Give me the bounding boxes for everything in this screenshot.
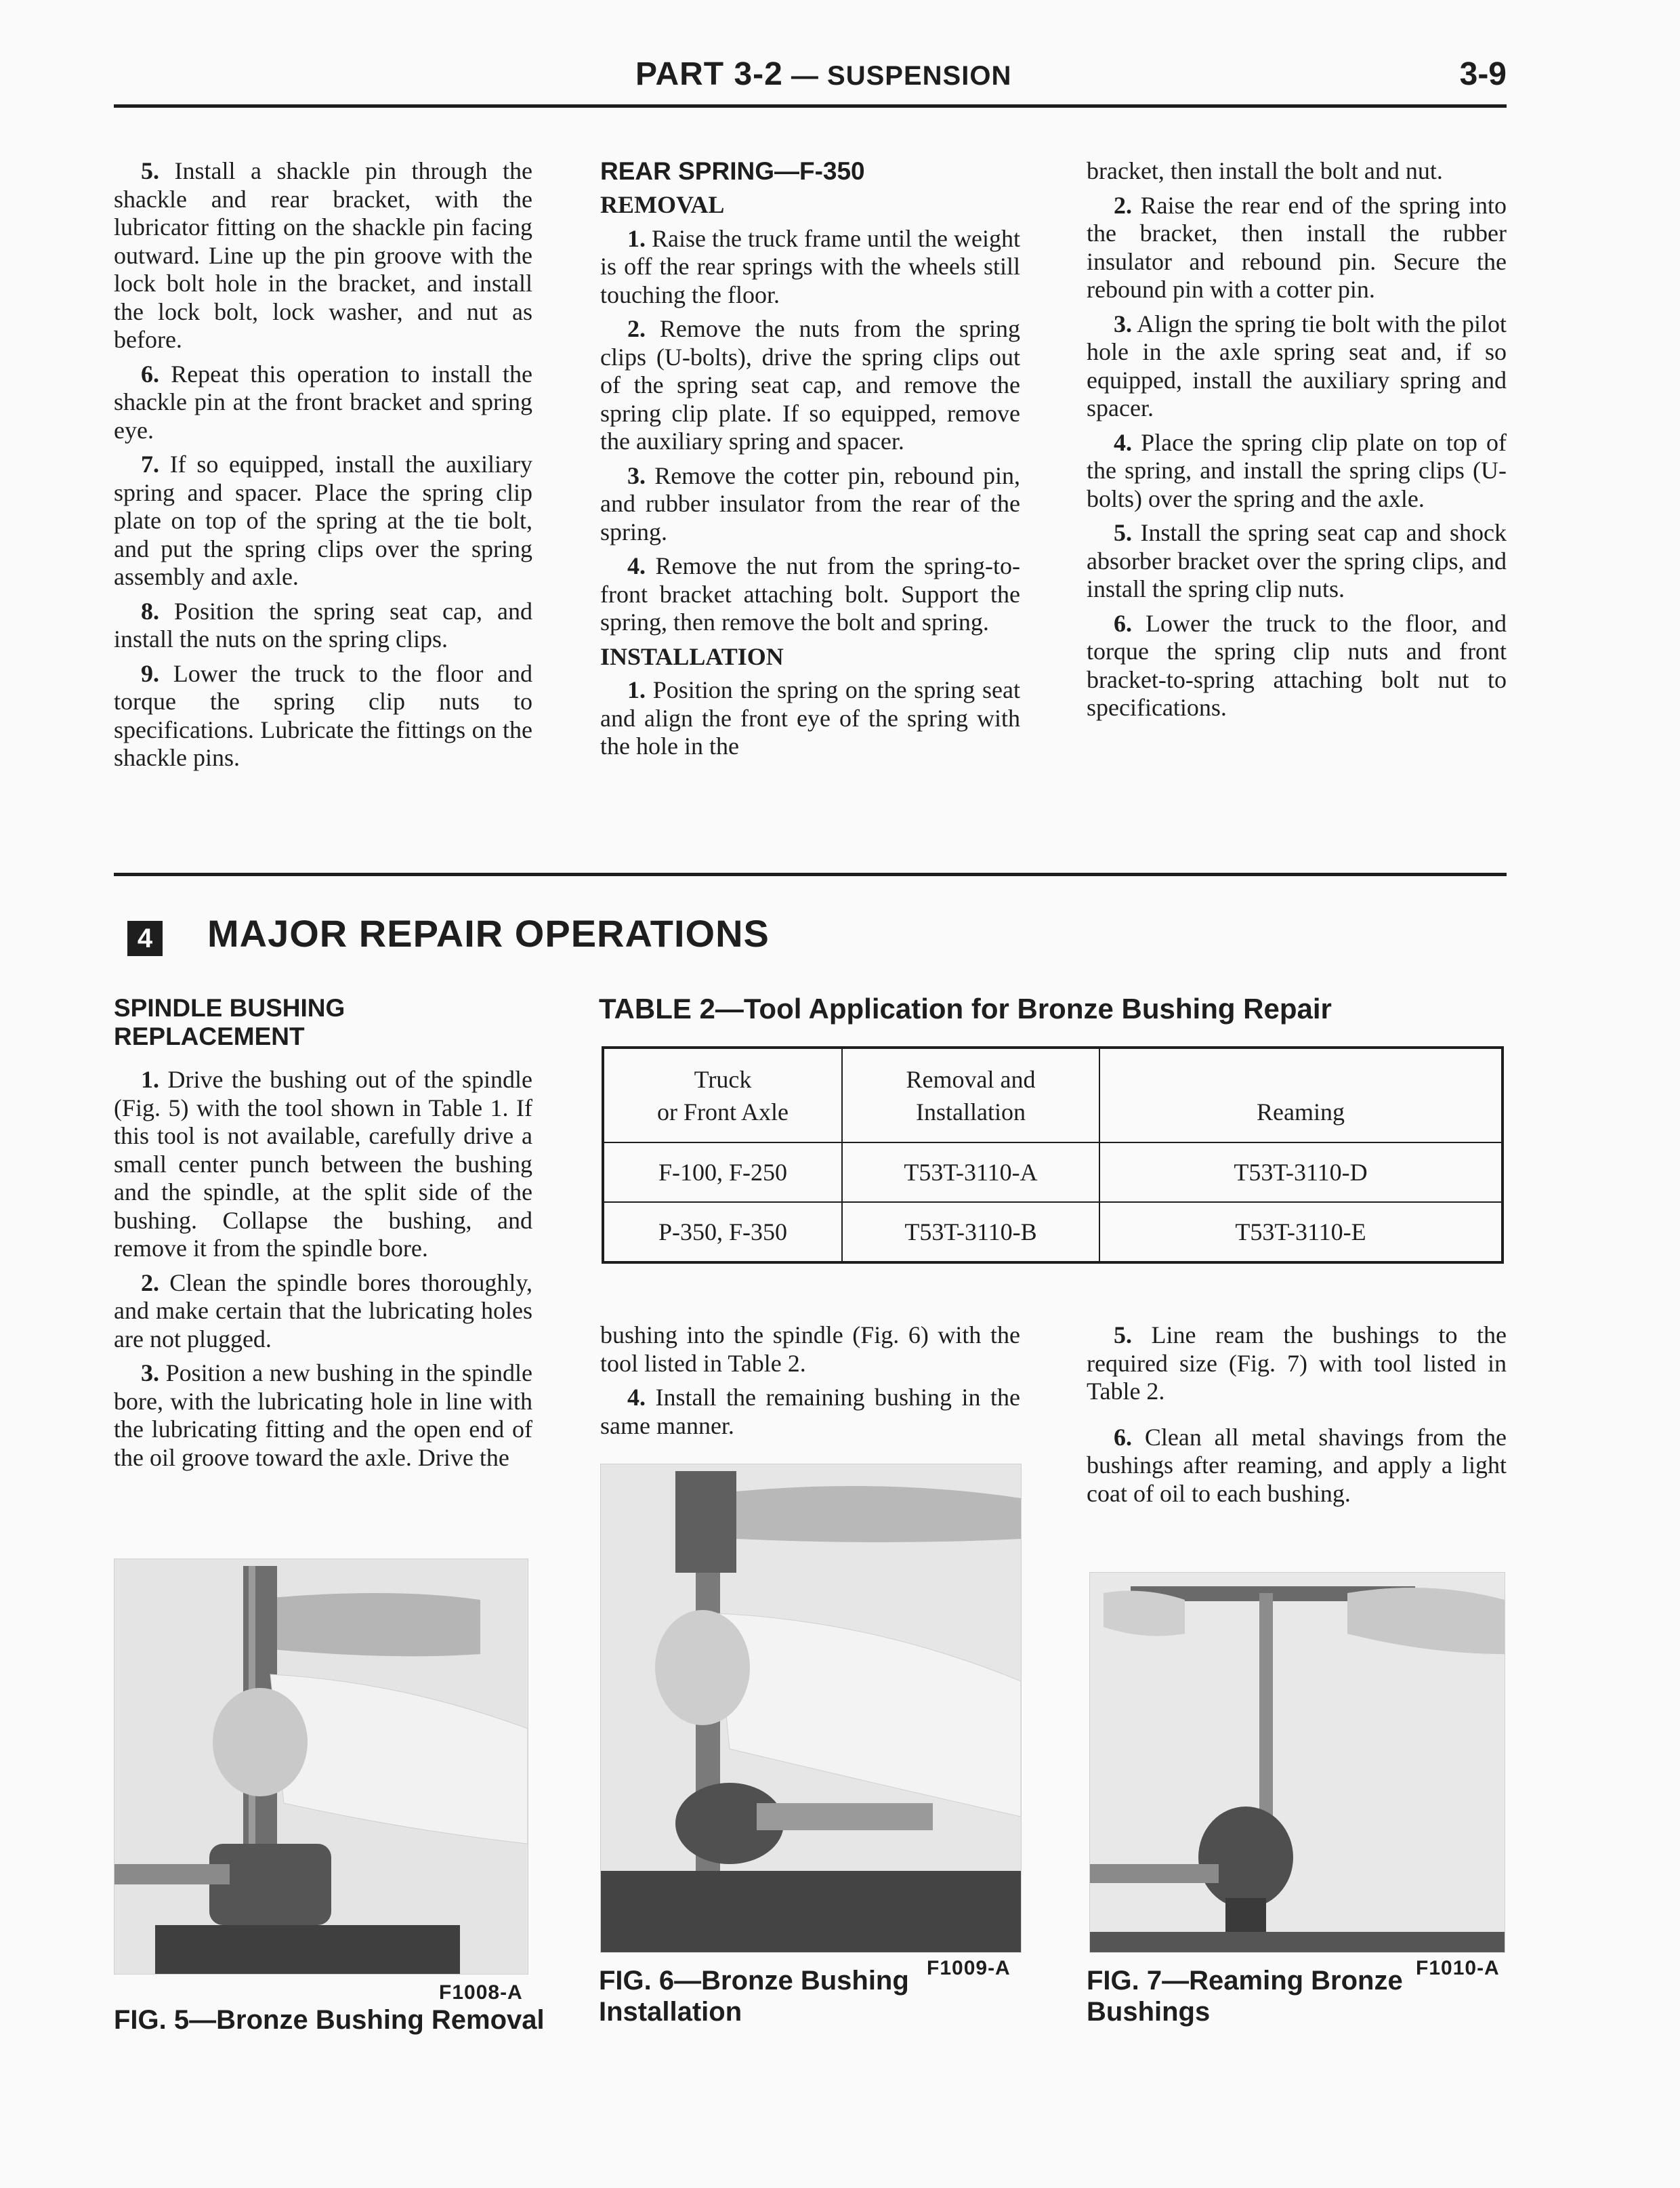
page-header [114, 56, 1507, 108]
running-head [635, 56, 1011, 93]
figure-6-photo [600, 1464, 1022, 1953]
paragraph: 9. Lower the truck to the floor and torque the spring clip nuts to specifications. Lubricate the fittings on the shackle pins. [114, 659, 533, 771]
figure-6-code: F1009-A [927, 1957, 1011, 1979]
paragraph: 4. Place the spring clip plate on top of the spring, and install the spring clips (U-bolts) over the spring and the axle. [1087, 428, 1507, 512]
bushing-installation-illustration [601, 1464, 1021, 1952]
rear-spring-heading: REAR SPRING—F-350 [600, 157, 865, 185]
reaming-illustration [1090, 1573, 1505, 1952]
paragraph: 5. Line ream the bushings to the required size (Fig. 7) with tool listed in Table 2. [1087, 1321, 1507, 1405]
removal-heading: REMOVAL [600, 191, 725, 218]
column-1 [114, 157, 532, 779]
installation-heading: INSTALLATION [600, 642, 784, 670]
figure-5-code: F1008-A [439, 1981, 523, 2004]
bushing-removal-illustration [114, 1559, 528, 1974]
section-title: MAJOR REPAIR OPERATIONS [207, 912, 770, 955]
table-cell: F-100, F-250 [603, 1142, 842, 1202]
column-2 [600, 157, 1020, 767]
figure-5-caption: FIG. 5—Bronze Bushing Removal [114, 2005, 545, 2035]
paragraph: 2. Remove the nuts from the spring clips (U-bolts), drive the spring clips out of the spring seat cap, and remove the spring clip plate. If so equipped, remove the auxiliary spring and spacer. [600, 315, 1021, 455]
figure-5-photo [114, 1559, 528, 1975]
table-cell: T53T-3110-D [1099, 1142, 1503, 1202]
table-cell: T53T-3110-B [842, 1202, 1099, 1262]
section-number-badge: 4 [127, 921, 163, 956]
table-title: TABLE 2—Tool Application for Bronze Bushing Repair [599, 993, 1332, 1025]
paragraph: 6. Lower the truck to the floor, and torque the spring clip nuts and front bracket-to-spring attaching bolt nut to specifications. [1087, 609, 1507, 721]
paragraph: 7. If so equipped, install the auxiliary spring and spacer. Place the spring clip plate on top of the spring at the tie bolt, and put the spring clips over the spring assembly and axle. [114, 451, 532, 590]
paragraph: 1. Position the spring on the spring seat and align the front eye of the spring with the hole in the [600, 676, 1020, 760]
paragraph: 6. Repeat this operation to install the shackle pin at the front bracket and spring eye. [114, 360, 533, 444]
table-header: Reaming [1099, 1048, 1503, 1142]
paragraph: 2. Clean the spindle bores thoroughly, and make certain that the lubricating holes are not plugged. [114, 1268, 533, 1353]
figure-7-caption: FIG. 7—Reaming Bronze Bushings [1087, 1966, 1403, 2027]
table-header: Truck or Front Axle [603, 1048, 842, 1142]
paragraph: 4. Remove the nut from the spring-to-front bracket attaching bolt. Support the spring, then remove the bolt and spring. [600, 552, 1021, 636]
table-header: Removal and Installation [842, 1048, 1099, 1142]
paragraph: 2. Raise the rear end of the spring into the bracket, then install the rubber insulator and rebound pin. Secure the rebound pin with a cotter pin. [1087, 191, 1507, 303]
spindle-heading: SPINDLE BUSHING REPLACEMENT [114, 994, 345, 1050]
table-header-row [603, 1048, 1503, 1142]
tool-application-table [602, 1046, 1504, 1264]
column-3 [1087, 157, 1507, 728]
section-label: SUSPENSION [827, 61, 1012, 91]
paragraph: 5. Install a shackle pin through the shackle and rear bracket, with the lubricator fitting on the shackle pin facing outward. Line up the pin groove with the lock bolt hole in the bracket, and install the lock bolt, lock washer, and nut as before. [114, 157, 533, 353]
section-rule [114, 873, 1507, 876]
table-cell: T53T-3110-A [842, 1142, 1099, 1202]
paragraph: 5. Install the spring seat cap and shock absorber bracket over the spring clips, and install the spring clip nuts. [1087, 519, 1507, 602]
mid-lower-column [600, 1321, 1020, 1446]
paragraph: 1. Raise the truck frame until the weight is off the rear springs with the wheels still touching the floor. [600, 224, 1020, 308]
spindle-bushing-column [114, 994, 532, 1478]
paragraph: 1. Drive the bushing out of the spindle (Fig. 5) with the tool shown in Table 1. If this tool is not available, carefully drive a small center punch between the bushing and the spindle, at the split side of the bushing. Collapse the bushing, and remove it from the spindle bore. [114, 1066, 533, 1262]
part-label: PART 3-2 [635, 56, 783, 92]
paragraph: 4. Install the remaining bushing in the same manner. [600, 1384, 1020, 1439]
table-row [603, 1202, 1503, 1262]
paragraph: 3. Remove the cotter pin, rebound pin, and rubber insulator from the rear of the spring. [600, 461, 1020, 545]
head-dash: — [782, 61, 828, 91]
right-lower-column [1087, 1321, 1507, 1514]
header-rule [114, 104, 1507, 108]
paragraph: 8. Position the spring seat cap, and install the nuts on the spring clips. [114, 597, 533, 653]
figure-6-caption: FIG. 6—Bronze Bushing Installation [599, 1966, 909, 2027]
paragraph: 6. Clean all metal shavings from the bushings after reaming, and apply a light coat of oil to each bushing. [1087, 1423, 1507, 1507]
figure-7-code: F1010-A [1416, 1957, 1500, 1979]
table-cell: P-350, F-350 [603, 1202, 842, 1262]
paragraph-continued: bushing into the spindle (Fig. 6) with the tool listed in Table 2. [600, 1321, 1020, 1377]
page-number: 3-9 [1459, 56, 1507, 92]
table-row [603, 1142, 1503, 1202]
paragraph: 3. Position a new bushing in the spindle bore, with the lubricating hole in line with the lubricating fitting and the open end of the oil groove toward the axle. Drive the [114, 1359, 532, 1471]
paragraph-continued: bracket, then install the bolt and nut. [1087, 157, 1443, 184]
figure-7-photo [1089, 1572, 1505, 1953]
table-cell: T53T-3110-E [1099, 1202, 1503, 1262]
paragraph: 3. Align the spring tie bolt with the pilot hole in the axle spring seat and, if so equipped, install the auxiliary spring and spacer. [1087, 310, 1507, 421]
